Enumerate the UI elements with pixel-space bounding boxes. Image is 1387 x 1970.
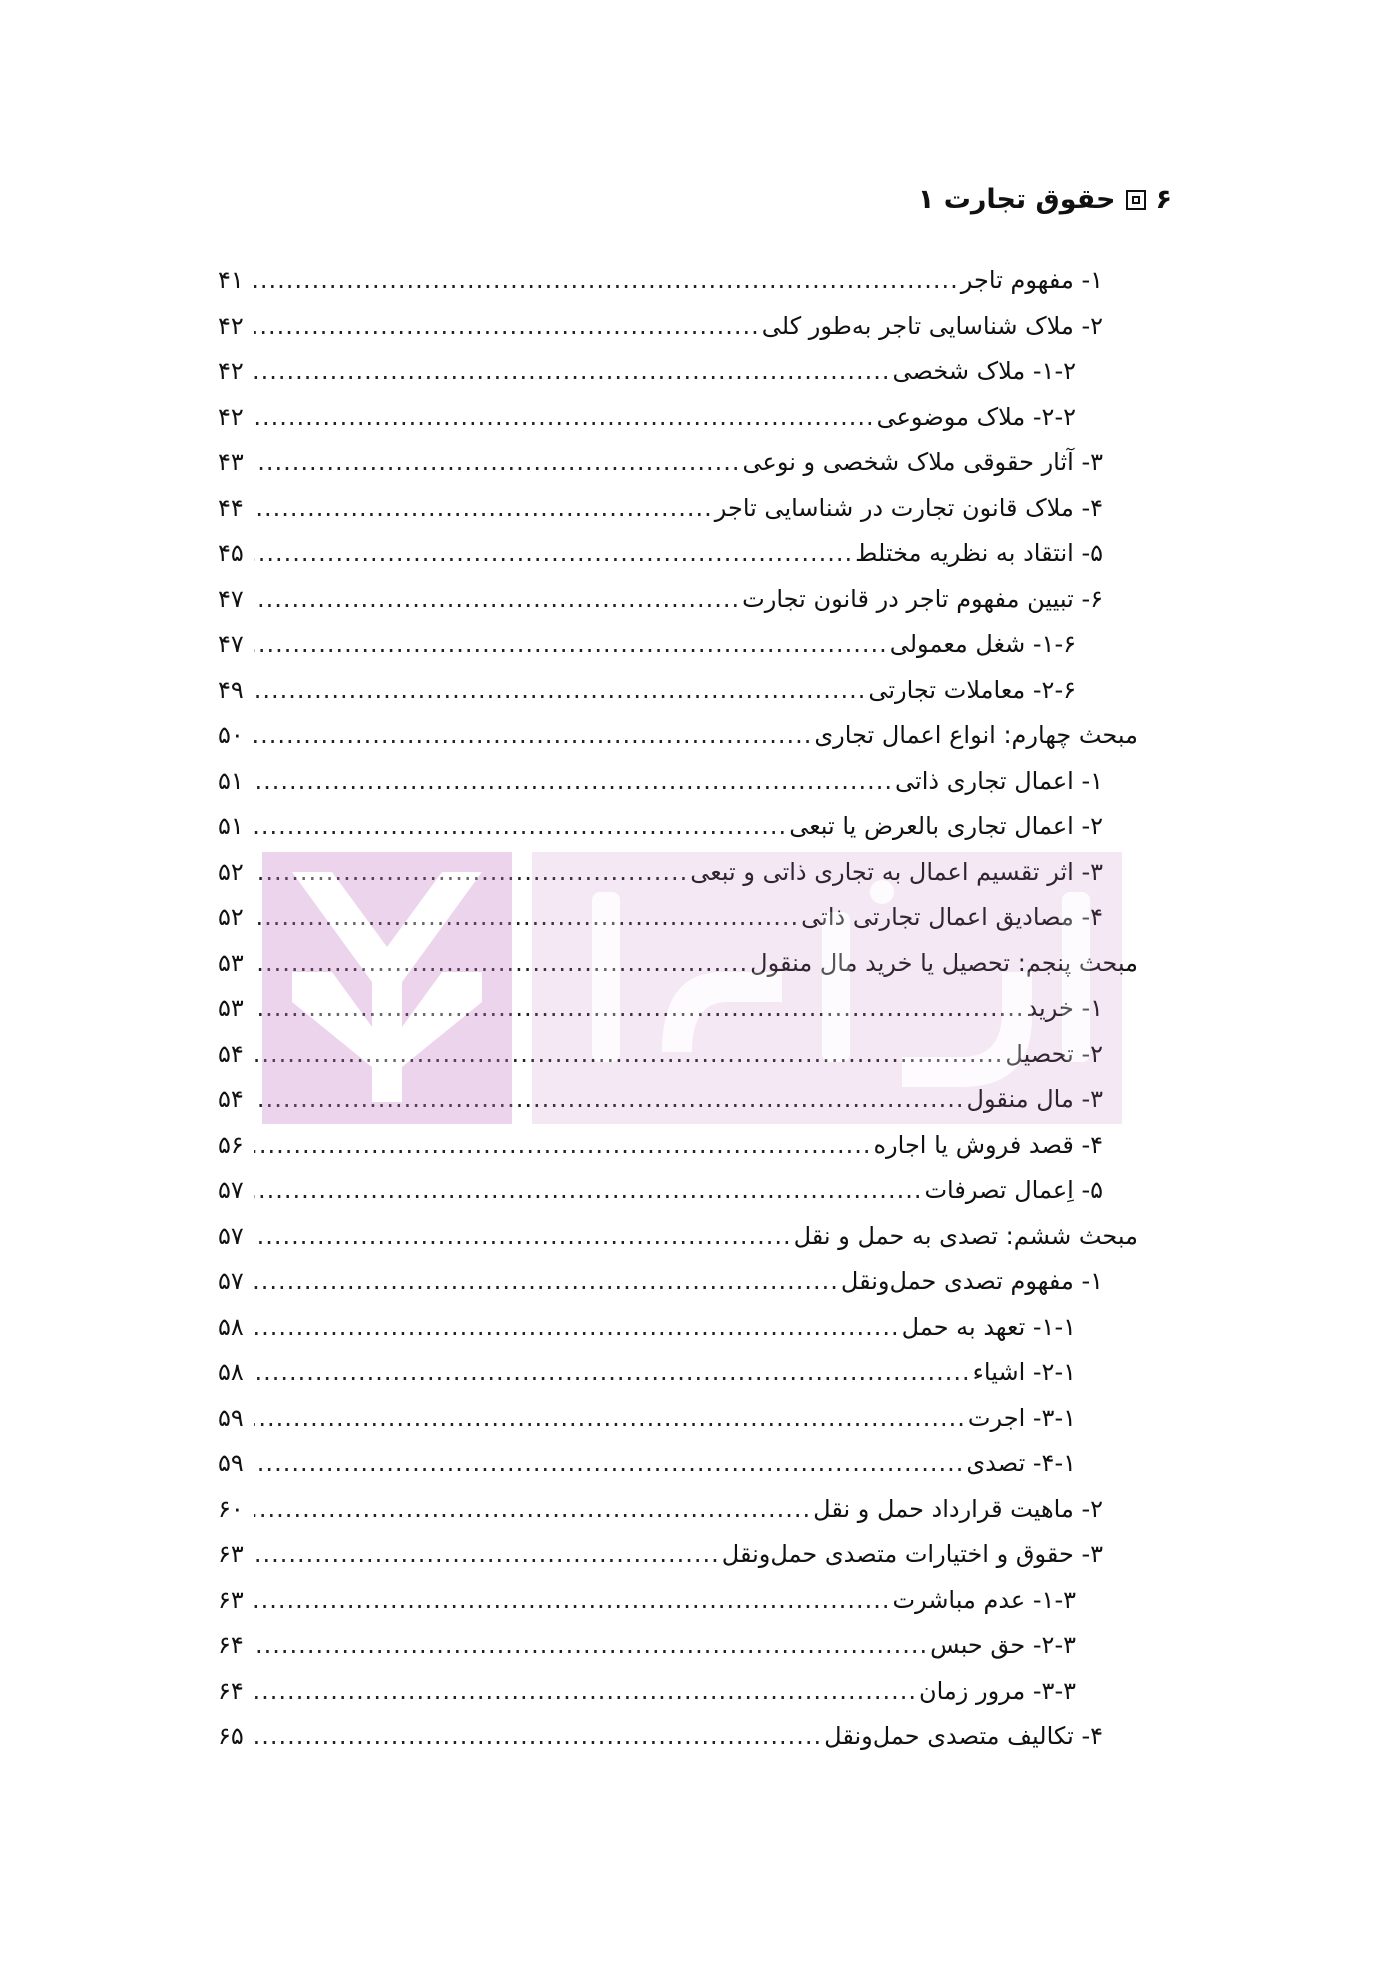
toc-entry-page-number: ۵۳ (218, 994, 244, 1022)
toc-entry (218, 713, 1138, 759)
toc-entry (218, 1123, 1138, 1169)
toc-entry-page-number: ۵۱ (218, 812, 244, 840)
toc-entry-title: مبحث چهارم: انواع اعمال تجاری (814, 721, 1138, 749)
dot-leader (254, 713, 812, 759)
toc-entry (218, 850, 1138, 896)
toc-entry (218, 804, 1138, 850)
toc-entry (218, 531, 1138, 577)
toc-entry-title: ۱- خرید (1026, 994, 1103, 1022)
toc-entry (218, 1441, 1138, 1487)
table-of-contents (218, 258, 1138, 1760)
toc-entry-title: ۱- مفهوم تاجر (960, 266, 1103, 294)
toc-entry (218, 486, 1138, 532)
page-header (918, 180, 1172, 220)
toc-entry-title: مبحث ششم: تصدی به حمل و نقل (793, 1221, 1138, 1250)
toc-entry-title: ۳- حقوق و اختیارات متصدی حمل‌ونقل (721, 1540, 1103, 1568)
toc-entry (218, 440, 1138, 486)
toc-entry-page-number: ۵۷ (218, 1221, 244, 1250)
toc-entry (218, 1623, 1138, 1669)
toc-entry-page-number: ۵۴ (218, 1039, 244, 1068)
toc-entry-title: ۲- ماهیت قرارداد حمل و نقل (813, 1494, 1103, 1523)
toc-entry-page-number: ۶۴ (218, 1676, 244, 1705)
dot-leader (254, 1578, 890, 1624)
toc-entry-title: ۱-۳- عدم مباشرت (892, 1585, 1076, 1614)
dot-leader (254, 1077, 965, 1123)
dot-leader (254, 1396, 966, 1442)
toc-entry-title: ۳-۳- مرور زمان (918, 1676, 1076, 1705)
toc-entry-page-number: ۵۲ (218, 857, 244, 886)
toc-entry-title: ۴- قصد فروش یا اجاره (873, 1130, 1103, 1159)
dot-leader (254, 1532, 720, 1578)
toc-entry (218, 577, 1138, 623)
dot-leader (254, 258, 959, 304)
toc-entry-page-number: ۶۵ (218, 1722, 244, 1750)
toc-entry-page-number: ۵۴ (218, 1085, 244, 1113)
toc-entry-page-number: ۵۳ (218, 948, 244, 977)
toc-entry-page-number: ۴۳ (218, 448, 244, 476)
toc-entry-page-number: ۴۷ (218, 630, 244, 658)
toc-entry-page-number: ۶۳ (218, 1540, 244, 1568)
toc-entry (218, 941, 1138, 987)
toc-entry (218, 759, 1138, 805)
toc-entry-page-number: ۴۲ (218, 402, 244, 431)
square-ornament-icon (1126, 190, 1146, 210)
toc-entry-title: ۲-۶- معاملات تجارتی (868, 675, 1076, 704)
dot-leader (254, 941, 748, 987)
toc-entry-page-number: ۴۱ (218, 266, 244, 294)
toc-entry-title: ۲-۲- ملاک موضوعی (876, 402, 1076, 431)
dot-leader (254, 1669, 917, 1715)
toc-entry-title: ۳- آثار حقوقی ملاک شخصی و نوعی (742, 448, 1103, 476)
toc-entry-page-number: ۵۶ (218, 1130, 244, 1159)
toc-entry-title: ۲-۳- حق حبس (930, 1631, 1076, 1659)
toc-entry-title: مبحث پنجم: تحصیل یا خرید مال منقول (750, 948, 1138, 977)
toc-entry-page-number: ۵۹ (218, 1449, 244, 1477)
toc-entry (218, 1532, 1138, 1578)
toc-entry-page-number: ۵۱ (218, 766, 244, 795)
toc-entry-page-number: ۴۵ (218, 539, 244, 567)
dot-leader (254, 486, 713, 532)
toc-entry-page-number: ۵۷ (218, 1267, 244, 1295)
toc-entry-page-number: ۵۷ (218, 1176, 244, 1204)
toc-entry (218, 349, 1138, 395)
dot-leader (254, 1032, 1003, 1078)
toc-entry-page-number: ۴۷ (218, 584, 244, 613)
toc-entry-page-number: ۵۸ (218, 1312, 244, 1341)
toc-entry-title: ۳- اثر تقسیم اعمال به تجاری ذاتی و تبعی (690, 857, 1103, 886)
toc-entry (218, 1487, 1138, 1533)
dot-leader (254, 395, 875, 441)
toc-entry-title: ۱- اعمال تجاری ذاتی (895, 766, 1103, 795)
dot-leader (254, 1259, 839, 1305)
toc-entry (218, 1305, 1138, 1351)
dot-leader (254, 622, 888, 668)
toc-entry (218, 1669, 1138, 1715)
toc-entry-page-number: ۵۸ (218, 1358, 244, 1386)
toc-entry (218, 1032, 1138, 1078)
toc-entry (218, 1168, 1138, 1214)
toc-entry-page-number: ۴۲ (218, 357, 244, 385)
dot-leader (254, 759, 893, 805)
toc-entry-page-number: ۵۹ (218, 1403, 244, 1432)
toc-entry-title: ۲-۱- اشیاء (972, 1358, 1076, 1386)
toc-entry-title: ۴- تکالیف متصدی حمل‌ونقل (824, 1722, 1103, 1750)
dot-leader (254, 304, 760, 350)
toc-entry-title: ۲- تحصیل (1005, 1039, 1103, 1068)
toc-entry-title: ۳- مال منقول (966, 1085, 1103, 1113)
toc-entry-title: ۱-۱- تعهد به حمل (901, 1312, 1076, 1341)
toc-entry-page-number: ۶۰ (218, 1494, 244, 1523)
dot-leader (254, 1123, 871, 1169)
dot-leader (254, 349, 891, 395)
toc-entry (218, 304, 1138, 350)
toc-entry-title: ۲- اعمال تجاری بالعرض یا تبعی (789, 812, 1103, 840)
toc-entry (218, 1259, 1138, 1305)
dot-leader (254, 1214, 792, 1260)
toc-entry (218, 1214, 1138, 1260)
toc-entry-title: ۱-۲- ملاک شخصی (892, 357, 1076, 385)
toc-entry-title: ۴-۱- تصدی (966, 1449, 1076, 1477)
toc-entry-page-number: ۴۹ (218, 675, 244, 704)
dot-leader (254, 1305, 900, 1351)
toc-entry-page-number: ۴۴ (218, 493, 244, 522)
toc-entry-title: ۲- ملاک شناسایی تاجر به‌طور کلی (761, 311, 1103, 340)
dot-leader (254, 850, 688, 896)
dot-leader (254, 804, 787, 850)
toc-entry (218, 395, 1138, 441)
dot-leader (254, 577, 740, 623)
dot-leader (254, 1487, 811, 1533)
toc-entry-page-number: ۴۲ (218, 311, 244, 340)
page-number: ۶ (1155, 184, 1172, 215)
toc-entry-title: ۴- مصادیق اعمال تجارتی ذاتی (801, 903, 1103, 931)
toc-entry-title: ۳-۱- اجرت (967, 1403, 1076, 1432)
toc-entry (218, 1714, 1138, 1760)
toc-entry (218, 1077, 1138, 1123)
toc-entry-page-number: ۵۰ (218, 721, 244, 749)
dot-leader (254, 1168, 922, 1214)
toc-entry-page-number: ۵۲ (218, 903, 244, 931)
toc-entry (218, 895, 1138, 941)
toc-entry-title: ۴- ملاک قانون تجارت در شناسایی تاجر (714, 493, 1103, 522)
dot-leader (254, 1714, 822, 1760)
dot-leader (254, 1350, 971, 1396)
toc-entry-title: ۱- مفهوم تصدی حمل‌ونقل (840, 1267, 1103, 1295)
book-title: حقوق تجارت ۱ (917, 184, 1116, 215)
toc-entry-title: ۵- انتقاد به نظریه مختلط (855, 539, 1103, 567)
toc-entry-title: ۱-۶- شغل معمولی (889, 630, 1076, 658)
dot-leader (254, 440, 741, 486)
dot-leader (254, 531, 853, 577)
toc-entry (218, 986, 1138, 1032)
toc-entry-title: ۵- اِعمال تصرفات (924, 1176, 1103, 1204)
toc-entry-page-number: ۶۳ (218, 1585, 244, 1614)
toc-entry (218, 668, 1138, 714)
dot-leader (254, 1623, 928, 1669)
toc-entry (218, 258, 1138, 304)
toc-entry-page-number: ۶۴ (218, 1631, 244, 1659)
toc-entry (218, 1350, 1138, 1396)
toc-entry (218, 622, 1138, 668)
toc-entry (218, 1578, 1138, 1624)
dot-leader (254, 895, 799, 941)
dot-leader (254, 668, 866, 714)
toc-entry (218, 1396, 1138, 1442)
toc-entry-title: ۶- تبیین مفهوم تاجر در قانون تجارت (742, 584, 1103, 613)
dot-leader (254, 1441, 964, 1487)
dot-leader (254, 986, 1024, 1032)
